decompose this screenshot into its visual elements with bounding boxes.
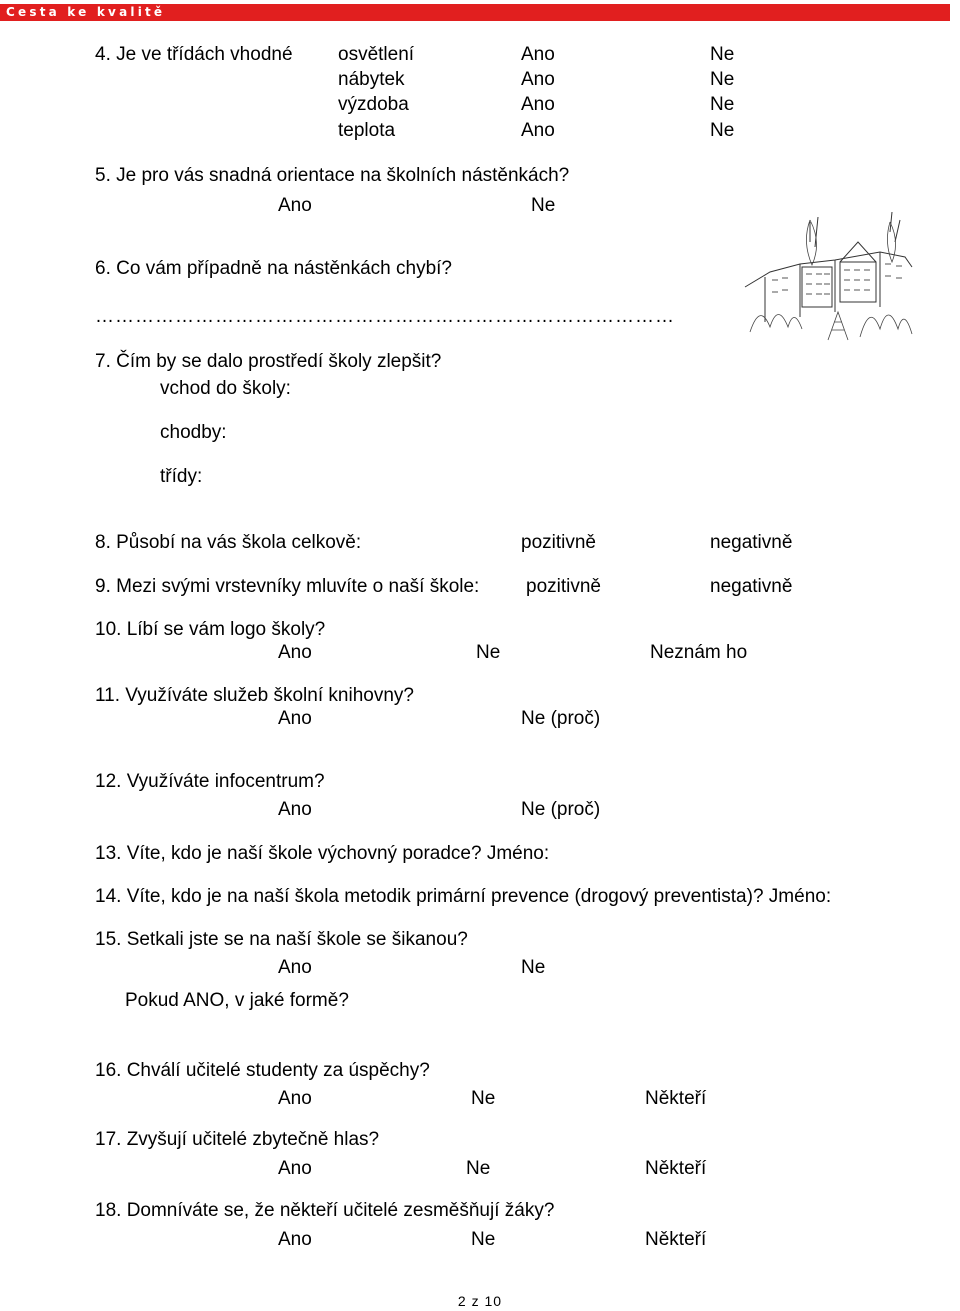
q7-classrooms-label: třídy: <box>160 466 203 487</box>
q7-entrance-label: vchod do školy: <box>160 378 291 399</box>
q4-item-furniture: nábytek <box>338 69 405 90</box>
q5-question: 5. Je pro vás snadná orientace na školních nástěnkách? <box>95 165 570 186</box>
q15-followup: Pokud ANO, v jaké formě? <box>125 990 349 1011</box>
q18-some: Někteří <box>645 1229 707 1250</box>
q5-no: Ne <box>531 195 556 216</box>
q16-some: Někteří <box>645 1088 707 1109</box>
q4-decor-no: Ne <box>710 94 735 115</box>
q13-question: 13. Víte, kdo je naší škole výchovný poradce? <box>95 843 482 864</box>
q17-question: 17. Zvyšují učitelé zbytečně hlas? <box>95 1129 380 1150</box>
q16-no: Ne <box>471 1088 496 1109</box>
header-bar <box>0 4 950 21</box>
q14-name-label: Jméno: <box>768 886 832 907</box>
q12-no: Ne (proč) <box>521 799 601 820</box>
q4-furniture-yes: Ano <box>521 69 555 90</box>
q18-question: 18. Domníváte se, že někteří učitelé zesměšňují žáky? <box>95 1200 555 1221</box>
q13-row <box>95 843 549 865</box>
q10-yes: Ano <box>278 642 312 663</box>
q4-decor-yes: Ano <box>521 94 555 115</box>
q17-no: Ne <box>466 1158 491 1179</box>
q8-positive: pozitivně <box>521 532 596 553</box>
q4-lighting-no: Ne <box>710 44 735 65</box>
q8-negative: negativně <box>710 532 793 553</box>
q4-item-lighting: osvětlení <box>338 44 415 65</box>
q7-corridors-label: chodby: <box>160 422 227 443</box>
q8-question: 8. Působí na vás škola celkově: <box>95 532 362 553</box>
page-number: 2 z 10 <box>457 1293 503 1309</box>
q14-question: 14. Víte, kdo je na naší škola metodik primární prevence (drogový preventista)? <box>95 886 764 907</box>
q15-yes: Ano <box>278 957 312 978</box>
q17-yes: Ano <box>278 1158 312 1179</box>
q9-question: 9. Mezi svými vrstevníky mluvíte o naší škole: <box>95 576 480 597</box>
q13-name-label: Jméno: <box>486 843 550 864</box>
q5-yes: Ano <box>278 195 312 216</box>
q11-yes: Ano <box>278 708 312 729</box>
q11-question: 11. Využíváte služeb školní knihovny? <box>95 685 414 706</box>
q4-item-decor: výzdoba <box>338 94 409 115</box>
q10-unknown: Neznám ho <box>650 642 748 663</box>
q16-yes: Ano <box>278 1088 312 1109</box>
school-building-illustration <box>740 212 918 342</box>
q6-question: 6. Co vám případně na nástěnkách chybí? <box>95 258 453 279</box>
q4-item-temperature: teplota <box>338 120 396 141</box>
q7-question: 7. Čím by se dalo prostředí školy zlepšit? <box>95 351 442 372</box>
q14-row <box>95 886 831 908</box>
q16-question: 16. Chválí učitelé studenty za úspěchy? <box>95 1060 430 1081</box>
q4-furniture-no: Ne <box>710 69 735 90</box>
q17-some: Někteří <box>645 1158 707 1179</box>
q4-lighting-yes: Ano <box>521 44 555 65</box>
q10-question: 10. Líbí se vám logo školy? <box>95 619 326 640</box>
q4-temperature-no: Ne <box>710 120 735 141</box>
q11-no: Ne (proč) <box>521 708 601 729</box>
q9-positive: pozitivně <box>526 576 601 597</box>
q10-no: Ne <box>476 642 501 663</box>
q6-answer-blank: …………………………………………………………………………… <box>95 306 675 327</box>
q12-question: 12. Využíváte infocentrum? <box>95 771 325 792</box>
q4-temperature-yes: Ano <box>521 120 555 141</box>
q9-negative: negativně <box>710 576 793 597</box>
q12-yes: Ano <box>278 799 312 820</box>
header-title: Cesta ke kvalitě <box>6 5 166 19</box>
q4-question: 4. Je ve třídách vhodné <box>95 44 293 65</box>
q18-no: Ne <box>471 1229 496 1250</box>
q15-no: Ne <box>521 957 546 978</box>
q18-yes: Ano <box>278 1229 312 1250</box>
q15-question: 15. Setkali jste se na naší škole se šikanou? <box>95 929 468 950</box>
